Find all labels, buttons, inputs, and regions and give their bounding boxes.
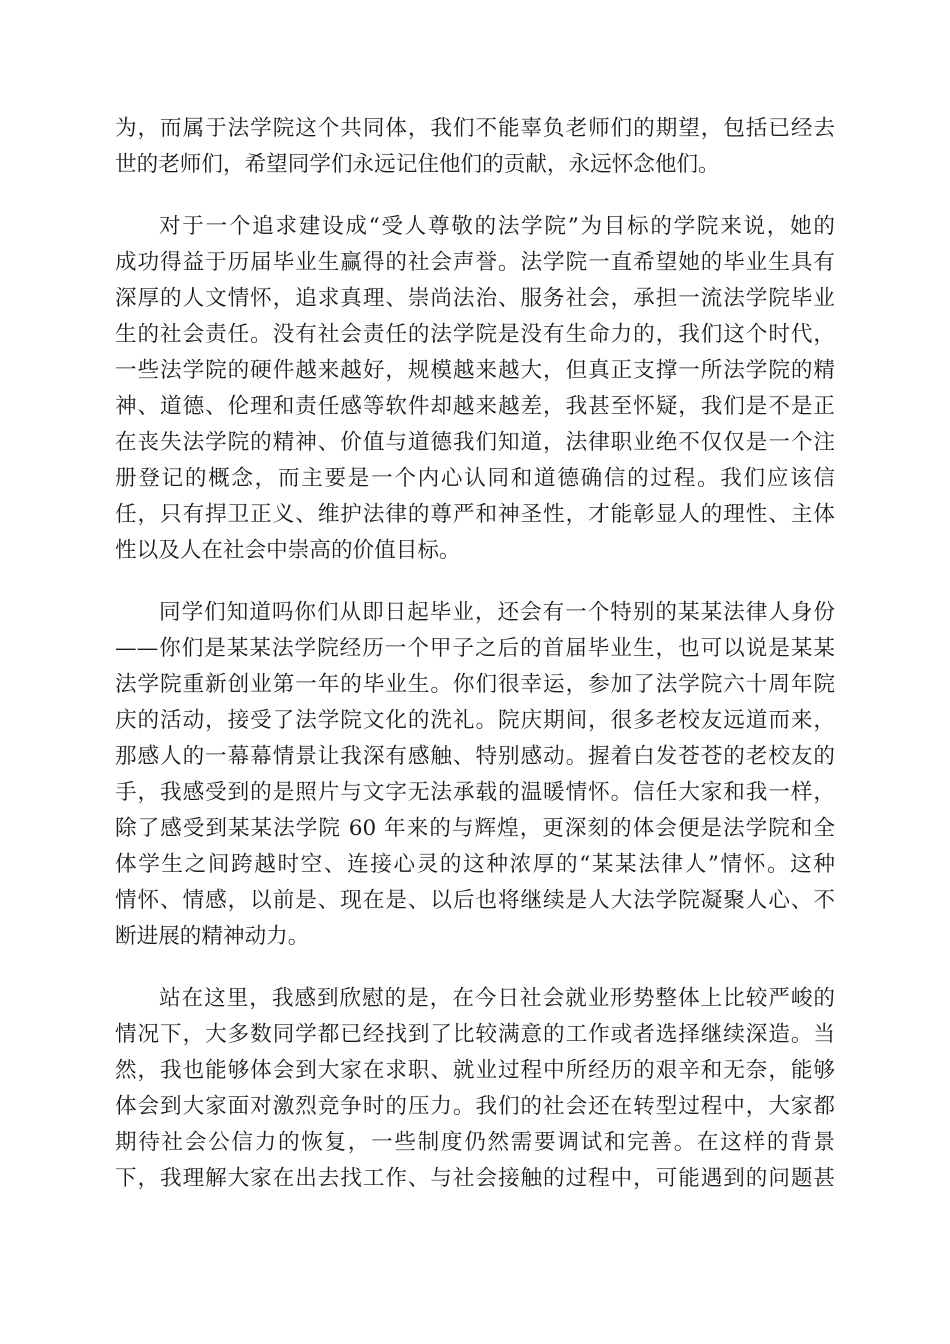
text-line: 法学院重新创业第一年的毕业生。你们很幸运，参加了法学院六十周年院 bbox=[115, 672, 835, 697]
paragraph bbox=[115, 209, 835, 569]
text-line: ——你们是某某法学院经历一个甲子之后的首届毕业生，也可以说是某某 bbox=[115, 636, 835, 661]
paragraph bbox=[115, 595, 835, 955]
text-line: 那感人的一幕幕情景让我深有感触、特别感动。握着白发苍苍的老校友的 bbox=[115, 744, 835, 769]
text-line: 除了感受到某某法学院 60 年来的与辉煌，更深刻的体会便是法学院和全 bbox=[115, 816, 835, 841]
text-line: 生的社会责任。没有社会责任的法学院是没有生命力的，我们这个时代， bbox=[115, 322, 835, 347]
text-line: 庆的活动，接受了法学院文化的洗礼。院庆期间，很多老校友远道而来， bbox=[115, 708, 835, 733]
text-line: 性以及人在社会中崇高的价值目标。 bbox=[115, 538, 461, 563]
paragraph bbox=[115, 111, 835, 183]
text-line: 体学生之间跨越时空、连接心灵的这种浓厚的“某某法律人”情怀。这种 bbox=[115, 852, 835, 877]
text-line: 手，我感受到的是照片与文字无法承载的温暖情怀。信任大家和我一样， bbox=[115, 780, 835, 805]
text-line: 为，而属于法学院这个共同体，我们不能辜负老师们的期望，包括已经去 bbox=[115, 116, 835, 141]
text-line: 任，只有捍卫正义、维护法律的尊严和神圣性，才能彰显人的理性、主体 bbox=[115, 502, 835, 527]
text-line: 成功得益于历届毕业生赢得的社会声誉。法学院一直希望她的毕业生具有 bbox=[115, 250, 835, 275]
text-line: 册登记的概念，而主要是一个内心认同和道德确信的过程。我们应该信 bbox=[115, 466, 835, 491]
text-line: 站在这里，我感到欣慰的是，在今日社会就业形势整体上比较严峻的 bbox=[159, 986, 835, 1011]
document-body bbox=[115, 111, 835, 1197]
text-line: 神、道德、伦理和责任感等软件却越来越差，我甚至怀疑，我们是不是正 bbox=[115, 394, 835, 419]
text-line: 然，我也能够体会到大家在求职、就业过程中所经历的艰辛和无奈，能够 bbox=[115, 1058, 835, 1083]
text-line: 期待社会公信力的恢复，一些制度仍然需要调试和完善。在这样的背景 bbox=[115, 1130, 835, 1155]
text-line: 一些法学院的硬件越来越好，规模越来越大，但真正支撑一所法学院的精 bbox=[115, 358, 835, 383]
text-line: 世的老师们，希望同学们永远记住他们的贡献，永远怀念他们。 bbox=[115, 152, 720, 177]
text-line: 情怀、情感，以前是、现在是、以后也将继续是人大法学院凝聚人心、不 bbox=[115, 888, 835, 913]
text-line: 下，我理解大家在出去找工作、与社会接触的过程中，可能遇到的问题甚 bbox=[115, 1166, 835, 1191]
text-line: 同学们知道吗你们从即日起毕业，还会有一个特别的某某法律人身份 bbox=[159, 600, 835, 625]
text-line: 情况下，大多数同学都已经找到了比较满意的工作或者选择继续深造。当 bbox=[115, 1022, 835, 1047]
text-line: 断进展的精神动力。 bbox=[115, 924, 310, 949]
text-line: 深厚的人文情怀，追求真理、崇尚法治、服务社会，承担一流法学院毕业 bbox=[115, 286, 835, 311]
paragraph bbox=[115, 981, 835, 1197]
text-line: 在丧失法学院的精神、价值与道德我们知道，法律职业绝不仅仅是一个注 bbox=[115, 430, 835, 455]
text-line: 体会到大家面对激烈竞争时的压力。我们的社会还在转型过程中，大家都 bbox=[115, 1094, 835, 1119]
text-line: 对于一个追求建设成“受人尊敬的法学院”为目标的学院来说，她的 bbox=[159, 214, 835, 239]
